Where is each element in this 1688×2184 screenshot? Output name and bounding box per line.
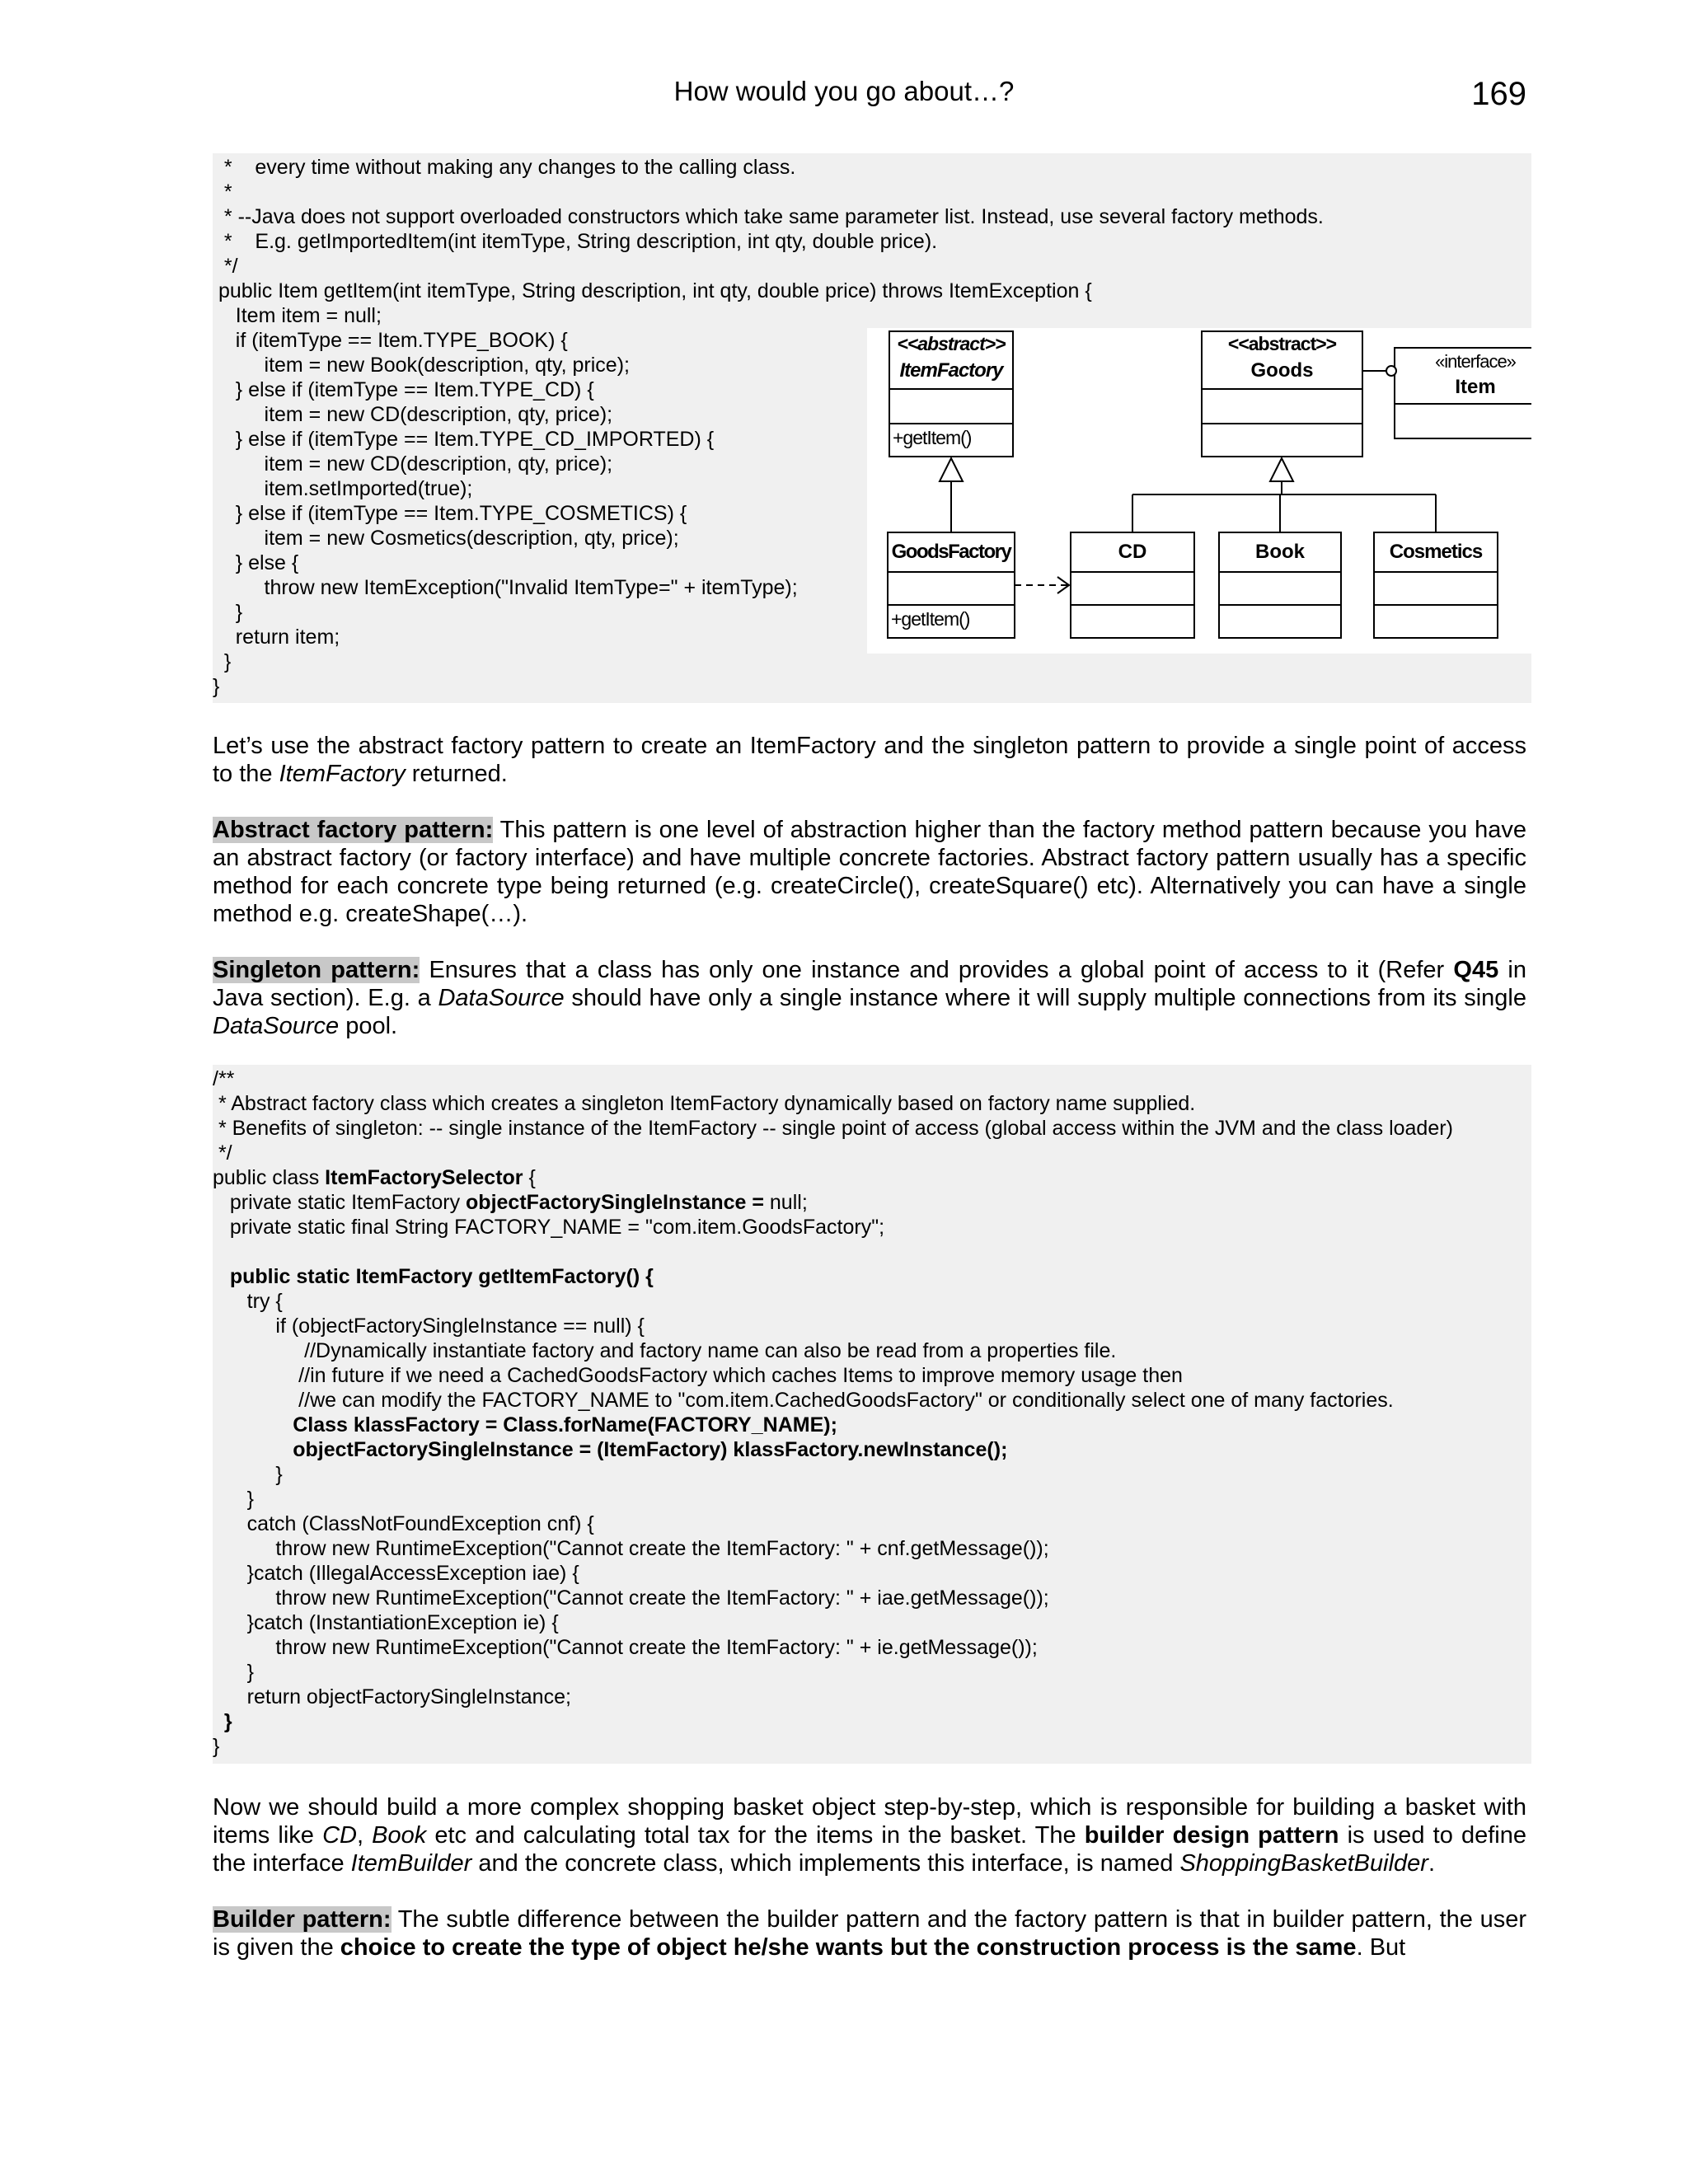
code-line: item = new Book(description, qty, price); <box>213 354 630 377</box>
goods-name: Goods <box>1250 359 1314 382</box>
code-line: item.setImported(true); <box>213 477 473 500</box>
para-4-text-d: is used to define the interface <box>213 1822 1526 1877</box>
code-line: } else if (itemType == Item.TYPE_CD_IMPORTED) { <box>213 428 715 451</box>
code-line: }catch (InstantiationException ie) { <box>213 1611 559 1634</box>
code-line: throw new RuntimeException("Cannot create the ItemFactory: " + ie.getMessage()); <box>213 1636 1038 1659</box>
paragraph-builder-pattern <box>213 1905 1526 1961</box>
code-line: } <box>213 1488 255 1511</box>
code-line: */ <box>213 255 238 278</box>
para-2-text: This pattern is one level of abstraction higher than the factory method pattern because you have an abstract factory (or factory interface) and have multiple concrete factories. Abstract factory pattern usually has a specific method for each concrete type being returned (e.g. createCircle(), createSquare() etc). Alternatively you can have a single method e.g. createShape(…). <box>213 817 1527 927</box>
cosmetics-name: Cosmetics <box>1389 541 1483 563</box>
code-line: private static final String FACTORY_NAME = "com.item.GoodsFactory"; <box>213 1216 885 1239</box>
para-4-emphasis-3: ItemBuilder <box>350 1850 472 1877</box>
paragraph-abstract-factory <box>213 816 1526 928</box>
para-4-emphasis-1: CD <box>322 1822 357 1849</box>
code-line: } else if (itemType == Item.TYPE_COSMETICS) { <box>213 502 687 525</box>
item-factory-method: +getItem() <box>893 427 972 448</box>
code-line: throw new RuntimeException("Cannot create the ItemFactory: " + cnf.getMessage()); <box>213 1537 1049 1560</box>
para-3-text-a: Ensures that a class has only one instance and provides a global point of access to it (Refer <box>420 957 1454 983</box>
para-4-text-f: . <box>1428 1850 1435 1877</box>
generalization-products-goods <box>1132 458 1436 532</box>
code-line: catch (ClassNotFoundException cnf) { <box>213 1512 594 1535</box>
singleton-label: Singleton pattern: <box>213 957 420 983</box>
uml-class-diagram <box>867 328 1531 654</box>
code-line: item = new CD(description, qty, price); <box>213 403 613 426</box>
code-line: objectFactorySingleInstance = (ItemFactory) klassFactory.newInstance(); <box>293 1438 1008 1461</box>
code-line: } <box>213 1661 255 1684</box>
code-line: //Dynamically instantiate factory and factory name can also be read from a properties file. <box>213 1339 1117 1362</box>
code-line: public static ItemFactory getItemFactory() { <box>229 1265 654 1288</box>
para-1-text-a: Let’s use the abstract factory pattern to create an ItemFactory and the singleton pattern to provide a single point of access to the <box>213 733 1526 787</box>
code-line: //we can modify the FACTORY_NAME to "com.item.CachedGoodsFactory" or conditionally select one of many factories. <box>213 1389 1394 1412</box>
generalization-goodsfactory-itemfactory <box>940 458 963 532</box>
item-factory-name: ItemFactory <box>899 359 1003 382</box>
code-line: //in future if we need a CachedGoodsFactory which caches Items to improve memory usage then <box>213 1364 1183 1387</box>
paragraph-singleton <box>213 956 1526 1040</box>
goods-stereotype: <<abstract>> <box>1227 333 1337 354</box>
code-line: if (objectFactorySingleInstance == null) { <box>213 1315 645 1338</box>
code-line: return objectFactorySingleInstance; <box>213 1685 571 1708</box>
page-header <box>0 76 1688 112</box>
para-4-emphasis-2: Book <box>372 1822 427 1849</box>
code-line: } <box>213 675 220 698</box>
code-line: * Abstract factory class which creates a singleton ItemFactory dynamically based on factory name supplied. <box>213 1092 1196 1115</box>
para-4-text-b: , <box>356 1822 373 1849</box>
cd-name: CD <box>1118 541 1147 563</box>
realization-goods-item <box>1362 366 1396 376</box>
code-line: * Benefits of singleton: -- single instance of the ItemFactory -- single point of access (global access within the JVM and the class loader) <box>213 1117 1453 1140</box>
code-line: Class klassFactory = Class.forName(FACTORY_NAME); <box>293 1413 837 1436</box>
paragraph-intro <box>213 732 1526 788</box>
para-5-text-b: . But <box>1356 1934 1406 1961</box>
code-line: return item; <box>213 626 340 649</box>
para-3-text-b: in Java section). E.g. a <box>213 957 1526 1011</box>
code-line: * <box>213 180 232 204</box>
item-name: Item <box>1455 376 1496 398</box>
item-factory-stereotype: <<abstract>> <box>897 333 1006 354</box>
dependency-goodsfactory-cd <box>1015 577 1069 593</box>
code-line: private static ItemFactory objectFactorySingleInstance = null; <box>213 1191 808 1214</box>
code-line: item = new CD(description, qty, price); <box>213 452 613 476</box>
code-line: } <box>213 601 243 624</box>
code-line: item = new Cosmetics(description, qty, price); <box>213 527 679 550</box>
code-line: throw new RuntimeException("Cannot create the ItemFactory: " + iae.getMessage()); <box>213 1586 1049 1610</box>
code-line: * --Java does not support overloaded constructors which take same parameter list. Instead, use several factory methods. <box>213 205 1324 228</box>
code-line: public Item getItem(int itemType, String description, int qty, double price) throws ItemException { <box>213 279 1092 302</box>
code-line: * E.g. getImportedItem(int itemType, String description, int qty, double price). <box>213 230 938 253</box>
running-title: How would you go about…? <box>673 76 1015 106</box>
code-line: public class ItemFactorySelector { <box>213 1166 536 1189</box>
item-stereotype: «interface» <box>1435 351 1516 372</box>
builder-label: Builder pattern: <box>213 1906 392 1933</box>
goods-factory-method: +getItem() <box>891 608 970 630</box>
code-line: Item item = null; <box>213 304 382 327</box>
para-4-text-c: etc and calculating total tax for the items in the basket. The <box>426 1822 1085 1849</box>
para-3-ref: Q45 <box>1453 957 1499 983</box>
para-3-text-c: should have only a single instance where it will supply multiple connections from its single <box>564 985 1526 1011</box>
para-3-emphasis-2: DataSource <box>213 1013 340 1039</box>
para-3-emphasis-1: DataSource <box>438 985 565 1011</box>
abstract-factory-label: Abstract factory pattern: <box>213 817 494 843</box>
code-line: } <box>223 1710 232 1733</box>
code-line: } <box>213 1735 220 1758</box>
code-line: if (itemType == Item.TYPE_BOOK) { <box>213 329 568 352</box>
page-number: 169 <box>1471 76 1526 112</box>
code-line: }catch (IllegalAccessException iae) { <box>213 1562 579 1585</box>
code-line: /** <box>213 1067 235 1090</box>
code-line: try { <box>213 1290 283 1313</box>
code-line: throw new ItemException("Invalid ItemType=" + itemType); <box>213 576 798 599</box>
code-line: } <box>213 650 232 673</box>
para-5-text-a: The subtle difference between the builder pattern and the factory pattern is that in builder pattern, the user is given the <box>213 1906 1526 1961</box>
para-1-emphasis: ItemFactory <box>279 761 406 787</box>
para-4-text-e: and the concrete class, which implements this interface, is named <box>471 1850 1180 1877</box>
book-name: Book <box>1255 541 1305 563</box>
code-line: } <box>213 1463 283 1486</box>
code-line: } else { <box>213 551 299 574</box>
code-line: * every time without making any changes to the calling class. <box>213 156 796 179</box>
paragraph-builder-intro <box>213 1793 1526 1877</box>
code-block-item-factory-selector <box>213 1065 1531 1764</box>
para-5-strong: choice to create the type of object he/she wants but the construction process is the same <box>340 1934 1357 1961</box>
para-1-text-b: returned. <box>405 761 508 787</box>
code-line: } else if (itemType == Item.TYPE_CD) { <box>213 378 594 401</box>
para-4-strong: builder design pattern <box>1084 1822 1339 1849</box>
para-4-emphasis-4: ShoppingBasketBuilder <box>1179 1850 1428 1877</box>
para-4-text-a: Now we should build a more complex shopping basket object step-by-step, which is responsible for building a basket with items like <box>213 1794 1526 1849</box>
para-3-text-d: pool. <box>339 1013 398 1039</box>
code-line: */ <box>213 1141 232 1165</box>
goods-factory-name: GoodsFactory <box>891 541 1011 563</box>
